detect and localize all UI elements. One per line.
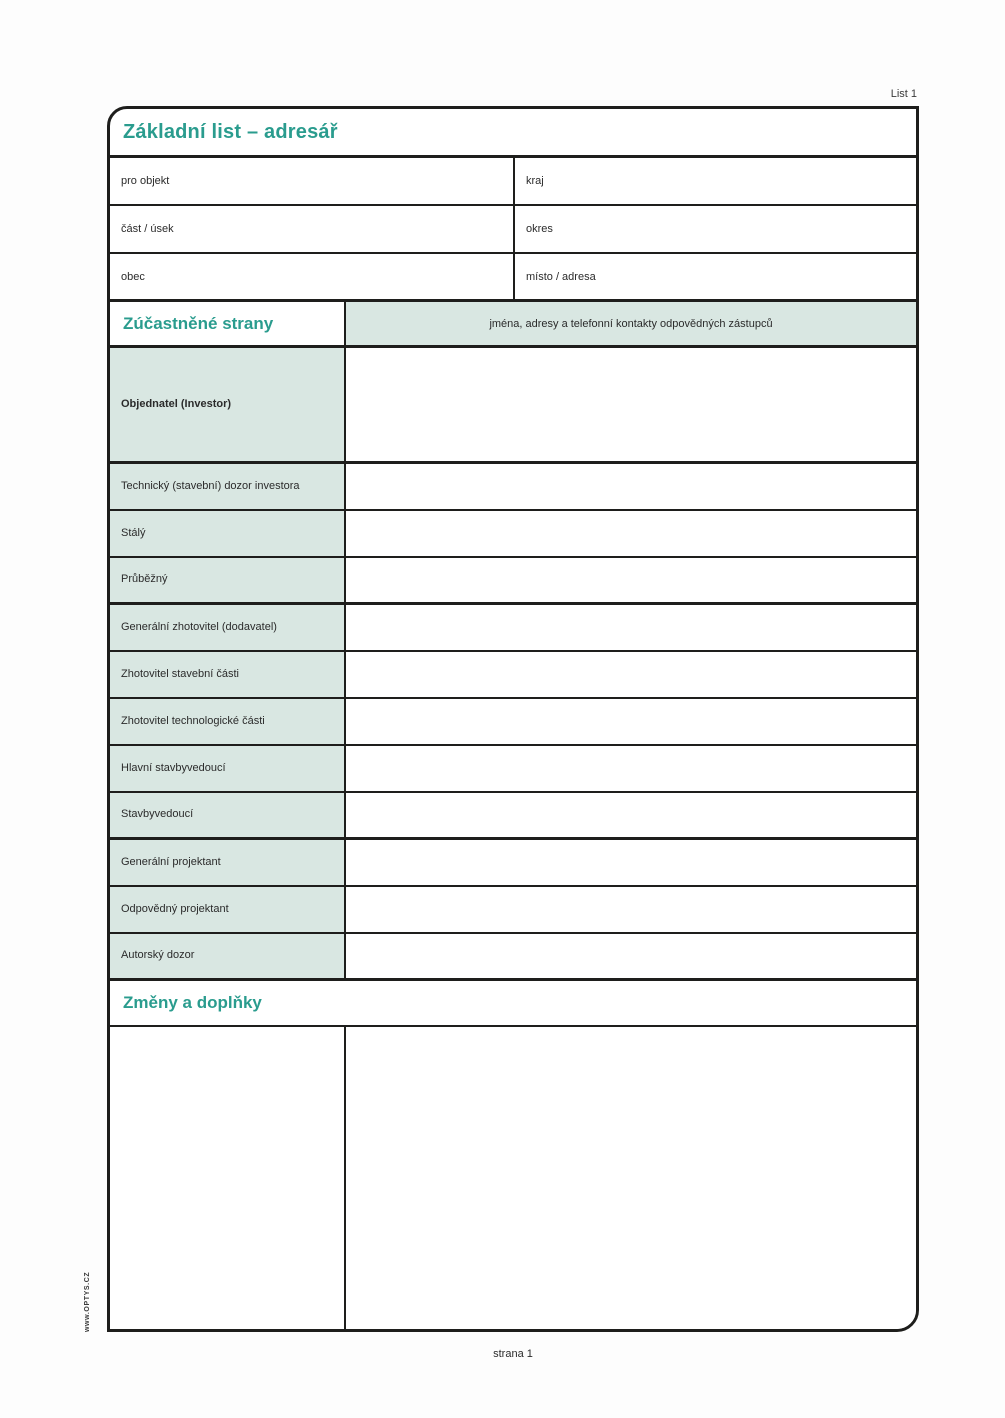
changes-section-header bbox=[110, 981, 916, 1027]
party-value-generalni-zhotovitel bbox=[346, 605, 916, 650]
party-label-technicky-dozor: Technický (stavební) dozor investora bbox=[110, 464, 346, 509]
changes-body bbox=[110, 1027, 916, 1329]
field-row-municipality-address bbox=[110, 254, 916, 302]
party-label-zhotovitel-stavebni: Zhotovitel stavební části bbox=[110, 652, 346, 697]
party-value-objednatel bbox=[346, 348, 916, 461]
party-label-autorsky-dozor: Autorský dozor bbox=[110, 934, 346, 978]
party-row-objednatel bbox=[110, 348, 916, 464]
page-number: strana 1 bbox=[493, 1348, 533, 1360]
party-row-odpovedny-projektant bbox=[110, 887, 916, 934]
form-title-row bbox=[110, 109, 916, 158]
party-row-staly bbox=[110, 511, 916, 558]
field-row-part-district bbox=[110, 206, 916, 254]
party-row-stavbyvedouci bbox=[110, 793, 916, 840]
party-label-hlavni-stavbyvedouci: Hlavní stavbyvedoucí bbox=[110, 746, 346, 791]
party-row-zhotovitel-technologicke bbox=[110, 699, 916, 746]
changes-right-cell bbox=[346, 1027, 916, 1329]
party-label-staly: Stálý bbox=[110, 511, 346, 556]
party-row-generalni-zhotovitel bbox=[110, 605, 916, 652]
changes-left-cell bbox=[110, 1027, 346, 1329]
party-value-stavbyvedouci bbox=[346, 793, 916, 837]
party-value-hlavni-stavbyvedouci bbox=[346, 746, 916, 791]
party-label-generalni-zhotovitel: Generální zhotovitel (dodavatel) bbox=[110, 605, 346, 650]
party-value-zhotovitel-stavebni bbox=[346, 652, 916, 697]
publisher-watermark: www.OPTYS.CZ bbox=[84, 1271, 91, 1332]
parties-heading-cell bbox=[110, 302, 346, 345]
party-row-generalni-projektant bbox=[110, 840, 916, 887]
party-value-staly bbox=[346, 511, 916, 556]
field-misto-adresa: místo / adresa bbox=[513, 254, 916, 299]
party-row-autorsky-dozor bbox=[110, 934, 916, 981]
sheet-number-label: List 1 bbox=[890, 88, 917, 100]
field-cast-usek: část / úsek bbox=[110, 206, 513, 252]
party-label-prubezny: Průběžný bbox=[110, 558, 346, 602]
party-row-prubezny bbox=[110, 558, 916, 605]
party-value-odpovedny-projektant bbox=[346, 887, 916, 932]
party-label-generalni-projektant: Generální projektant bbox=[110, 840, 346, 885]
changes-heading: Změny a doplňky bbox=[123, 993, 262, 1012]
party-value-autorsky-dozor bbox=[346, 934, 916, 978]
field-obec: obec bbox=[110, 254, 513, 299]
party-label-objednatel: Objednatel (Investor) bbox=[110, 348, 346, 461]
party-value-zhotovitel-technologicke bbox=[346, 699, 916, 744]
party-value-prubezny bbox=[346, 558, 916, 602]
parties-heading: Zúčastněné strany bbox=[123, 313, 274, 333]
parties-subheading: jména, adresy a telefonní kontakty odpovědných zástupců bbox=[346, 302, 916, 345]
form-title: Základní list – adresář bbox=[123, 120, 338, 143]
party-row-hlavni-stavbyvedouci bbox=[110, 746, 916, 793]
party-value-technicky-dozor bbox=[346, 464, 916, 509]
form-basic-sheet-directory bbox=[107, 106, 919, 1332]
party-row-zhotovitel-stavebni bbox=[110, 652, 916, 699]
field-okres: okres bbox=[513, 206, 916, 252]
field-pro-objekt: pro objekt bbox=[110, 158, 513, 204]
field-kraj: kraj bbox=[513, 158, 916, 204]
parties-section-header bbox=[110, 302, 916, 348]
party-row-technicky-dozor bbox=[110, 464, 916, 511]
field-row-object-region bbox=[110, 158, 916, 206]
party-label-zhotovitel-technologicke: Zhotovitel technologické části bbox=[110, 699, 346, 744]
party-label-stavbyvedouci: Stavbyvedoucí bbox=[110, 793, 346, 837]
party-label-odpovedny-projektant: Odpovědný projektant bbox=[110, 887, 346, 932]
party-value-generalni-projektant bbox=[346, 840, 916, 885]
